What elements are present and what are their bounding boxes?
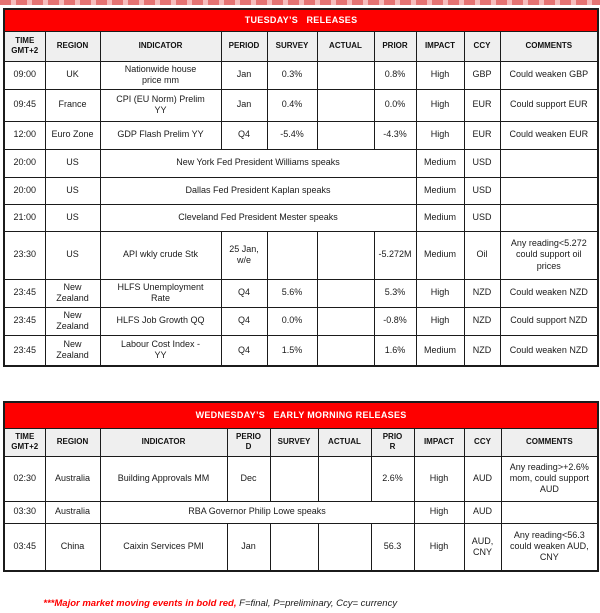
cell-impact: High — [414, 523, 464, 571]
cell-ccy: AUD — [464, 501, 501, 523]
col-header-period: PERIOD — [221, 31, 267, 61]
cell-actual — [317, 231, 374, 279]
cell-period: Q4 — [221, 307, 267, 335]
cell-period: 25 Jan, w/e — [221, 231, 267, 279]
cell-comments — [500, 149, 598, 177]
cell-time: 12:00 — [4, 121, 45, 149]
cell-ccy: NZD — [464, 335, 500, 366]
cell-actual — [317, 61, 374, 89]
cell-ccy: NZD — [464, 279, 500, 307]
cell-comments — [500, 121, 598, 149]
col-header-prior — [371, 428, 414, 456]
indicator-text: Nationwide house price mm — [124, 63, 197, 85]
comment-text: Any reading>+2.6% mom, could support AUD — [509, 461, 589, 495]
indicator-text: GDP Flash Prelim YY — [117, 129, 204, 140]
cell-impact: High — [416, 89, 464, 121]
col-header-actual: ACTUAL — [318, 428, 371, 456]
cell-prior: 0.0% — [374, 89, 416, 121]
cell-survey: 0.4% — [267, 89, 317, 121]
cell-comments — [500, 204, 598, 231]
cell-region: New Zealand — [45, 335, 100, 366]
cell-prior: -0.8% — [374, 307, 416, 335]
cell-indicator — [100, 61, 221, 89]
cell-time: 21:00 — [4, 204, 45, 231]
table-row — [4, 149, 598, 177]
comment-text: Could weaken EUR — [509, 129, 589, 140]
table-row — [4, 177, 598, 204]
indicator-text: CPI (EU Norm) Prelim YY — [116, 93, 205, 115]
cell-region: New Zealand — [45, 307, 100, 335]
cell-ccy: Oil — [464, 231, 500, 279]
col-header-survey: SURVEY — [267, 31, 317, 61]
cell-actual — [317, 307, 374, 335]
col-header-time: TIME GMT+2 — [4, 428, 45, 456]
cell-time: 02:30 — [4, 456, 45, 501]
table-row — [4, 501, 598, 523]
comment-text: Any reading<56.3 could weaken AUD, CNY — [510, 529, 589, 563]
cell-indicator — [100, 279, 221, 307]
col-header-ccy: CCY — [464, 428, 501, 456]
cell-period: Jan — [227, 523, 270, 571]
cell-time: 20:00 — [4, 149, 45, 177]
cell-actual — [317, 89, 374, 121]
cell-prior: 56.3 — [371, 523, 414, 571]
cell-survey — [270, 456, 318, 501]
cell-time: 23:45 — [4, 335, 45, 366]
cell-event-merged: Cleveland Fed President Mester speaks — [100, 204, 416, 231]
cell-comments — [500, 89, 598, 121]
cell-region: Australia — [45, 501, 100, 523]
cell-impact: Medium — [416, 177, 464, 204]
cell-actual — [317, 335, 374, 366]
cell-time: 20:00 — [4, 177, 45, 204]
cell-region: Australia — [45, 456, 100, 501]
table-row — [4, 121, 598, 149]
cell-period: Jan — [221, 89, 267, 121]
page-break-dashed-line — [0, 0, 600, 5]
col-header-actual: ACTUAL — [317, 31, 374, 61]
col-header-indicator: INDICATOR — [100, 31, 221, 61]
cell-survey: -5.4% — [267, 121, 317, 149]
cell-region: US — [45, 149, 100, 177]
cell-ccy: EUR — [464, 89, 500, 121]
cell-period: Q4 — [221, 335, 267, 366]
indicator-text: Caixin Services PMI — [123, 541, 204, 552]
comment-text: Could weaken GBP — [509, 69, 589, 80]
cell-ccy: GBP — [464, 61, 500, 89]
cell-time: 03:30 — [4, 501, 45, 523]
indicator-text: HLFS Job Growth QQ — [116, 315, 205, 326]
comment-text: Could weaken NZD — [509, 287, 588, 298]
cell-event-merged: RBA Governor Philip Lowe speaks — [100, 501, 414, 523]
cell-period: Dec — [227, 456, 270, 501]
cell-ccy: USD — [464, 177, 500, 204]
cell-event-merged: New York Fed President Williams speaks — [100, 149, 416, 177]
table-row — [4, 456, 598, 501]
cell-time: 09:45 — [4, 89, 45, 121]
cell-prior: 1.6% — [374, 335, 416, 366]
cell-indicator — [100, 456, 227, 501]
col-header-impact: IMPACT — [414, 428, 464, 456]
cell-impact: High — [414, 501, 464, 523]
cell-region: US — [45, 231, 100, 279]
table-row — [4, 204, 598, 231]
cell-region: China — [45, 523, 100, 571]
cell-time: 23:45 — [4, 279, 45, 307]
cell-region: Euro Zone — [45, 121, 100, 149]
cell-impact: High — [416, 279, 464, 307]
cell-region: New Zealand — [45, 279, 100, 307]
cell-indicator — [100, 231, 221, 279]
cell-survey: 0.3% — [267, 61, 317, 89]
cell-period: Q4 — [221, 121, 267, 149]
cell-actual — [317, 121, 374, 149]
indicator-text: API wkly crude Stk — [122, 249, 199, 260]
col-header-prior: PRIOR — [374, 31, 416, 61]
indicator-text: Building Approvals MM — [117, 472, 210, 483]
col-header-indicator: INDICATOR — [100, 428, 227, 456]
cell-comments — [501, 523, 598, 571]
col-header-impact: IMPACT — [416, 31, 464, 61]
cell-comments — [500, 61, 598, 89]
cell-actual — [317, 279, 374, 307]
cell-actual — [318, 456, 371, 501]
cell-impact: High — [416, 61, 464, 89]
cell-survey: 1.5% — [267, 335, 317, 366]
table-row — [4, 231, 598, 279]
cell-region: US — [45, 204, 100, 231]
cell-region: UK — [45, 61, 100, 89]
cell-region: US — [45, 177, 100, 204]
cell-impact: High — [414, 456, 464, 501]
cell-actual — [318, 523, 371, 571]
cell-prior: 5.3% — [374, 279, 416, 307]
cell-impact: Medium — [416, 335, 464, 366]
tuesday-releases-table — [3, 8, 599, 367]
cell-event-merged: Dallas Fed President Kaplan speaks — [100, 177, 416, 204]
footnote-highlight: ***Major market moving events in bold red, — [43, 598, 237, 609]
cell-period: Jan — [221, 61, 267, 89]
ccy-text: AUD, CNY — [471, 535, 494, 557]
comment-text: Any reading<5.272 could support oil prices — [510, 238, 587, 271]
cell-time: 23:45 — [4, 307, 45, 335]
cell-time: 23:30 — [4, 231, 45, 279]
table-row — [4, 89, 598, 121]
cell-impact: Medium — [416, 149, 464, 177]
cell-comments — [500, 335, 598, 366]
col-header-ccy: CCY — [464, 31, 500, 61]
cell-prior: 2.6% — [371, 456, 414, 501]
cell-comments — [500, 279, 598, 307]
cell-ccy: NZD — [464, 307, 500, 335]
cell-time: 03:45 — [4, 523, 45, 571]
cell-prior: -4.3% — [374, 121, 416, 149]
cell-prior: 0.8% — [374, 61, 416, 89]
table-title-tuesday: TUESDAY’S RELEASES — [4, 9, 598, 31]
cell-region: France — [45, 89, 100, 121]
cell-indicator — [100, 121, 221, 149]
wednesday-releases-table — [3, 401, 599, 572]
table-row — [4, 335, 598, 366]
cell-comments — [500, 307, 598, 335]
col-header-comments: COMMENTS — [500, 31, 598, 61]
cell-impact: High — [416, 307, 464, 335]
cell-survey — [267, 231, 317, 279]
col-header-comments: COMMENTS — [501, 428, 598, 456]
comment-text: Could support EUR — [510, 99, 588, 110]
comment-text: Could support NZD — [510, 315, 588, 326]
cell-survey: 5.6% — [267, 279, 317, 307]
table-row — [4, 523, 598, 571]
indicator-text: HLFS Unemployment Rate — [117, 281, 204, 303]
cell-comments — [501, 501, 598, 523]
footnote — [38, 587, 600, 609]
cell-ccy: USD — [464, 204, 500, 231]
col-header-prior-text: PRIOR — [382, 432, 403, 451]
col-header-period-text: PERIOD — [236, 432, 261, 451]
cell-impact: Medium — [416, 204, 464, 231]
col-header-period — [227, 428, 270, 456]
cell-comments — [500, 231, 598, 279]
indicator-text: Labour Cost Index - YY — [120, 339, 201, 361]
cell-time: 09:00 — [4, 61, 45, 89]
cell-survey — [270, 523, 318, 571]
cell-ccy: EUR — [464, 121, 500, 149]
table-row — [4, 61, 598, 89]
cell-ccy: AUD — [464, 456, 501, 501]
cell-survey: 0.0% — [267, 307, 317, 335]
cell-prior: -5.272M — [374, 231, 416, 279]
col-header-survey: SURVEY — [270, 428, 318, 456]
table-row — [4, 307, 598, 335]
cell-indicator — [100, 89, 221, 121]
comment-text: Could weaken NZD — [509, 344, 588, 355]
cell-period: Q4 — [221, 279, 267, 307]
table-row — [4, 279, 598, 307]
col-header-time: TIME GMT+2 — [4, 31, 45, 61]
col-header-region: REGION — [45, 31, 100, 61]
cell-impact: High — [416, 121, 464, 149]
footnote-rest: F=final, P=preliminary, Ccy= currency — [236, 598, 398, 609]
col-header-region: REGION — [45, 428, 100, 456]
cell-impact: Medium — [416, 231, 464, 279]
cell-indicator — [100, 307, 221, 335]
cell-ccy — [464, 523, 501, 571]
cell-ccy: USD — [464, 149, 500, 177]
cell-indicator — [100, 523, 227, 571]
cell-comments — [501, 456, 598, 501]
table-title-wednesday: WEDNESDAY’S EARLY MORNING RELEASES — [4, 402, 598, 428]
cell-comments — [500, 177, 598, 204]
cell-indicator — [100, 335, 221, 366]
